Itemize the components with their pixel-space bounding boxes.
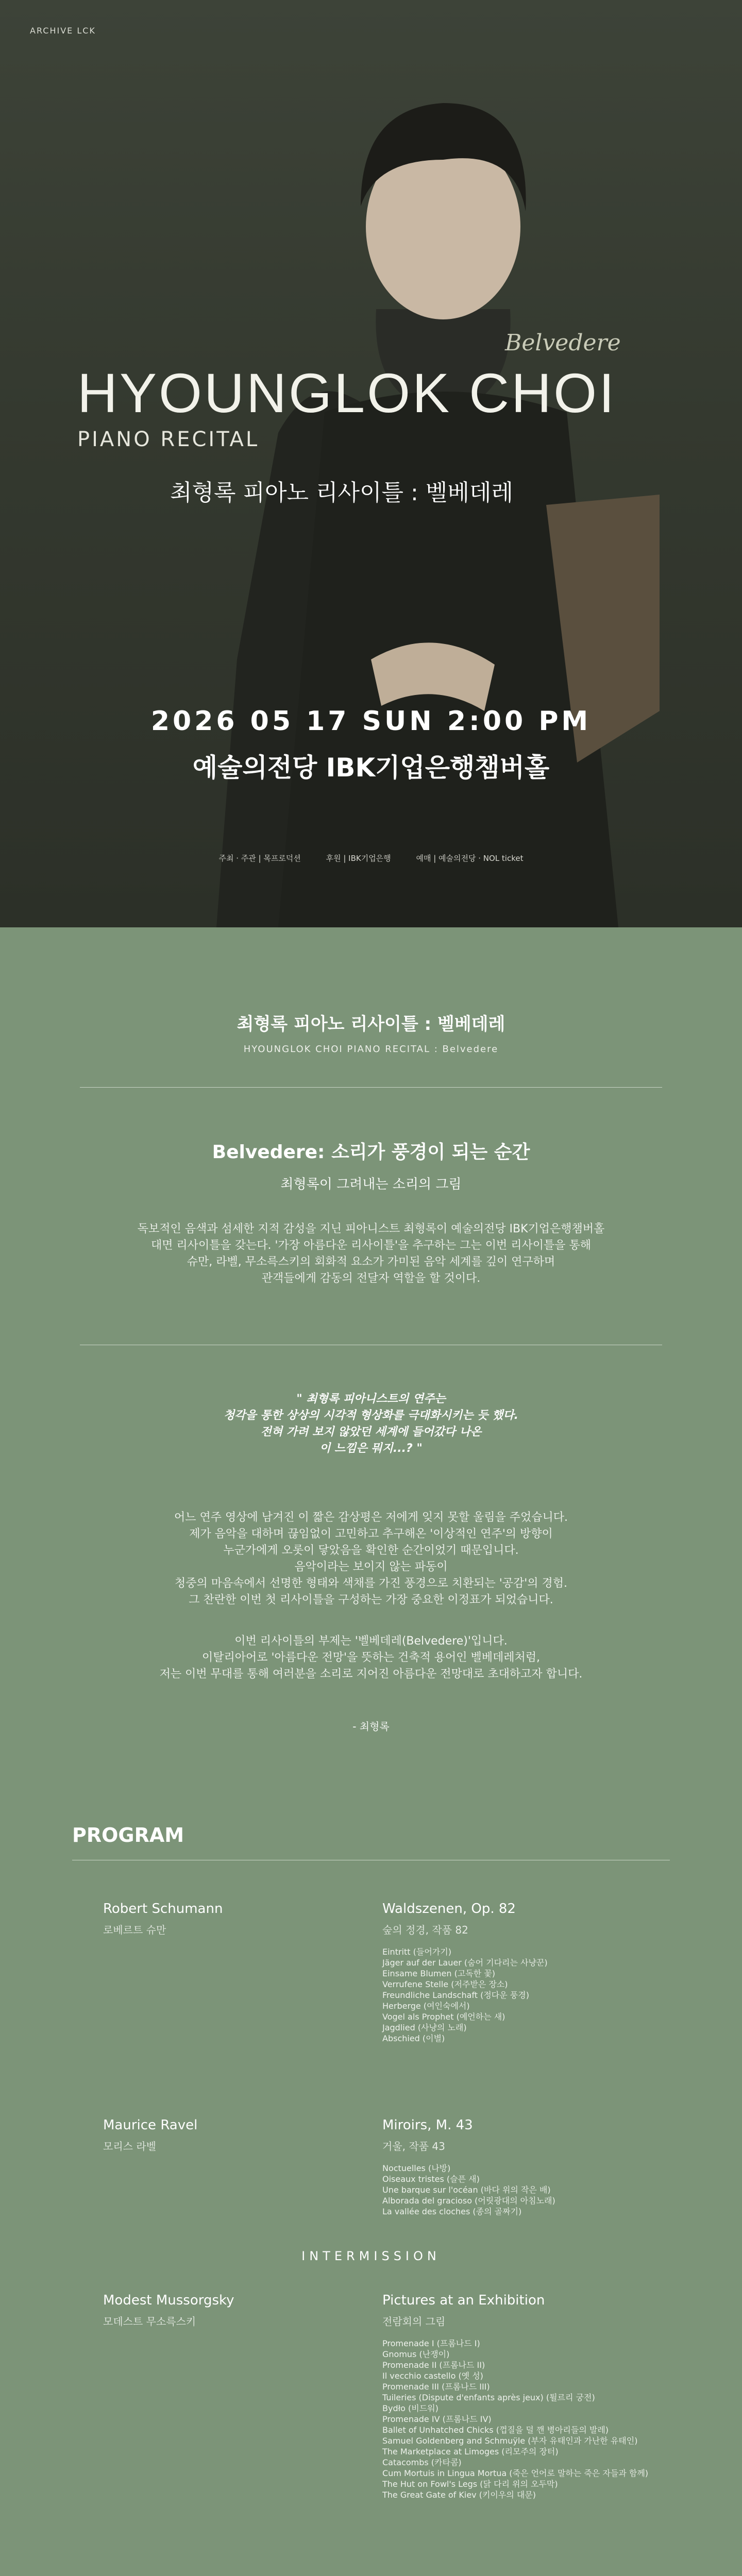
movement: Eintritt (들어가기) [382,1947,451,1957]
movement: Jäger auf der Lauer (숨어 기다리는 사냥꾼) [382,1958,548,1968]
intro-paragraph-3: 이번 리사이틀의 부제는 '벨베데레(Belvedere)'입니다. 이탈리아어로 '아름다운 전망'을 뜻하는 건축적 용어인 벨베데레처럼, 저는 이번 무대를 통해 여러분을 소리로 지어진 아름다운 전망대로 초대하고자 합니다. [159,1635,583,1681]
movement: Alborada del gracioso (어릿광대의 아침노래) [382,2196,555,2206]
intro-title: 최형록 피아노 리사이틀 : 벨베데레 [237,1014,505,1035]
movement: The Hut on Fowl's Legs (닭 다리 위의 오두막) [382,2479,558,2489]
performer-name: HYOUNGLOK CHOI [77,362,617,424]
movement: Promenade III (프롬나드 III) [382,2382,490,2392]
intro-paragraph-2: 어느 연주 영상에 남겨진 이 짧은 감상평은 저에게 잊지 못할 울림을 주었습니다. 제가 음악을 대하며 끊임없이 고민하고 추구해온 '이상적인 연주'의 방향이 누군가에게 오롯이 닿았음을 확인한 순간이었기 때문입니다. 음악이라는 보이지 않는 파동이 청중의 마음속에서 선명한 형태와 색채를 가진 풍경으로 치환되는 '공감'의 경험. 그 찬란한 이번 첫 리사이틀을 구성하는 가장 중요한 이정표가 되었습니다. [174,1511,568,1606]
movement: Ballet of Unhatched Chicks (껍질을 덜 깬 병아리들의 발레) [382,2425,609,2435]
movement: Promenade IV (프롬나드 IV) [382,2414,492,2424]
movement-list [382,2163,555,2217]
movement: Jagdlied (사냥의 노래) [382,2023,467,2032]
composer-name-ko: 모데스트 무소륵스키 [103,2315,196,2328]
concert-date: 2026 05 17 SUN 2:00 PM [150,706,592,737]
intermission-label: INTERMISSION [301,2249,441,2263]
movement: Bydło (비드워) [382,2403,439,2413]
composer-name-ko: 로베르트 슈만 [103,1924,166,1936]
concert-venue: 예술의전당 IBK기업은행챔버홀 [192,753,550,783]
composer-name-ko: 모리스 라벨 [103,2140,156,2153]
movement: Oiseaux tristes (슬픈 새) [382,2174,480,2184]
recital-label: PIANO RECITAL [77,428,260,451]
work-title-ko: 거울, 작품 43 [382,2140,445,2153]
movement: Gnomus (난쟁이) [382,2349,450,2359]
composer-name: Robert Schumann [103,1901,223,1917]
movement: Cum Mortuis in Lingua Mortua (죽은 언어로 말하는 죽은 자들과 함께) [382,2468,649,2478]
work-title: Pictures at an Exhibition [382,2293,545,2308]
intro-headline: Belvedere: 소리가 풍경이 되는 순간 [212,1142,530,1163]
poster-credits [0,853,742,863]
composer-name: Maurice Ravel [103,2117,198,2133]
movement: Einsame Blumen (고독한 꽃) [382,1969,495,1978]
belvedere-title: Belvedere [505,330,621,356]
work-title: Waldszenen, Op. 82 [382,1901,516,1917]
credit-sponsor: 후원 | IBK기업은행 [326,854,391,863]
signature: - 최형록 [352,1720,390,1733]
review-quote: " 최형록 피아니스트의 연주는 청각을 통한 상상의 시각적 형상화를 극대화시키는 듯 했다. 전혀 가려 보지 않았던 세계에 들어갔다 나온 이 느낌은 뭐지...? " [223,1393,519,1455]
movement: Une barque sur l'océan (바다 위의 작은 배) [382,2185,551,2195]
movement: The Marketplace at Limoges (리모주의 장터) [382,2447,559,2456]
movement: Tuileries (Dispute d'enfants après jeux) (튈르리 궁전) [382,2393,595,2402]
intro-subline: 최형록이 그려내는 소리의 그림 [280,1177,462,1192]
work-title-ko: 전람회의 그림 [382,2315,446,2328]
movement: Vogel als Prophet (예언하는 새) [382,2012,505,2022]
movement: Catacombs (카타콤) [382,2458,462,2467]
poster-subtitle: 최형록 피아노 리사이틀 : 벨베데레 [170,480,513,506]
movement: Herberge (여인숙에서) [382,2001,470,2011]
program-heading: PROGRAM [72,1824,184,1846]
movement: Promenade I (프롬나드 I) [382,2338,480,2348]
poster [0,0,742,927]
movement: Verrufene Stelle (저주받은 장소) [382,1979,508,1989]
movement: The Great Gate of Kiev (키이우의 대문) [382,2490,536,2500]
credit-organizer: 주최 · 주관 | 목프로덕션 [218,854,301,863]
movement-list [382,1946,548,2044]
movement: La vallée des cloches (종의 골짜기) [382,2207,522,2216]
credit-ticket: 예매 | 예술의전당 · NOL ticket [416,854,524,863]
composer-name: Modest Mussorgsky [103,2293,234,2308]
movement: Il vecchio castello (옛 성) [382,2371,483,2381]
movement: Promenade II (프롬나드 II) [382,2360,485,2370]
intro-english-title: HYOUNGLOK CHOI PIANO RECITAL : Belvedere [243,1044,499,1055]
movement: Samuel Goldenberg and Schmuÿle (부자 유태인과 가난한 유태인) [382,2436,638,2446]
movement: Freundliche Landschaft (정다운 풍경) [382,1990,529,2000]
movement: Noctuelles (나방) [382,2163,451,2173]
movement: Abschied (이별) [382,2033,445,2043]
poster-tag: ARCHIVE LCK [30,26,96,36]
work-title: Miroirs, M. 43 [382,2117,473,2133]
work-title-ko: 숲의 정경, 작품 82 [382,1924,468,1936]
divider [80,1087,662,1088]
intro-paragraph-1: 독보적인 음색과 섬세한 지적 감성을 지닌 피아니스트 최형록이 예술의전당 IBK기업은행챔버홀 대면 리사이틀을 갖는다. '가장 아름다운 리사이틀'을 추구하는 그는 이번 리사이틀을 통해 슈만, 라벨, 무소륵스키의 회화적 요소가 가미된 음악 세계를 깊이 연구하며 관객들에게 감동의 전달자 역할을 할 것이다. [137,1223,605,1285]
movement-list [382,2338,648,2500]
